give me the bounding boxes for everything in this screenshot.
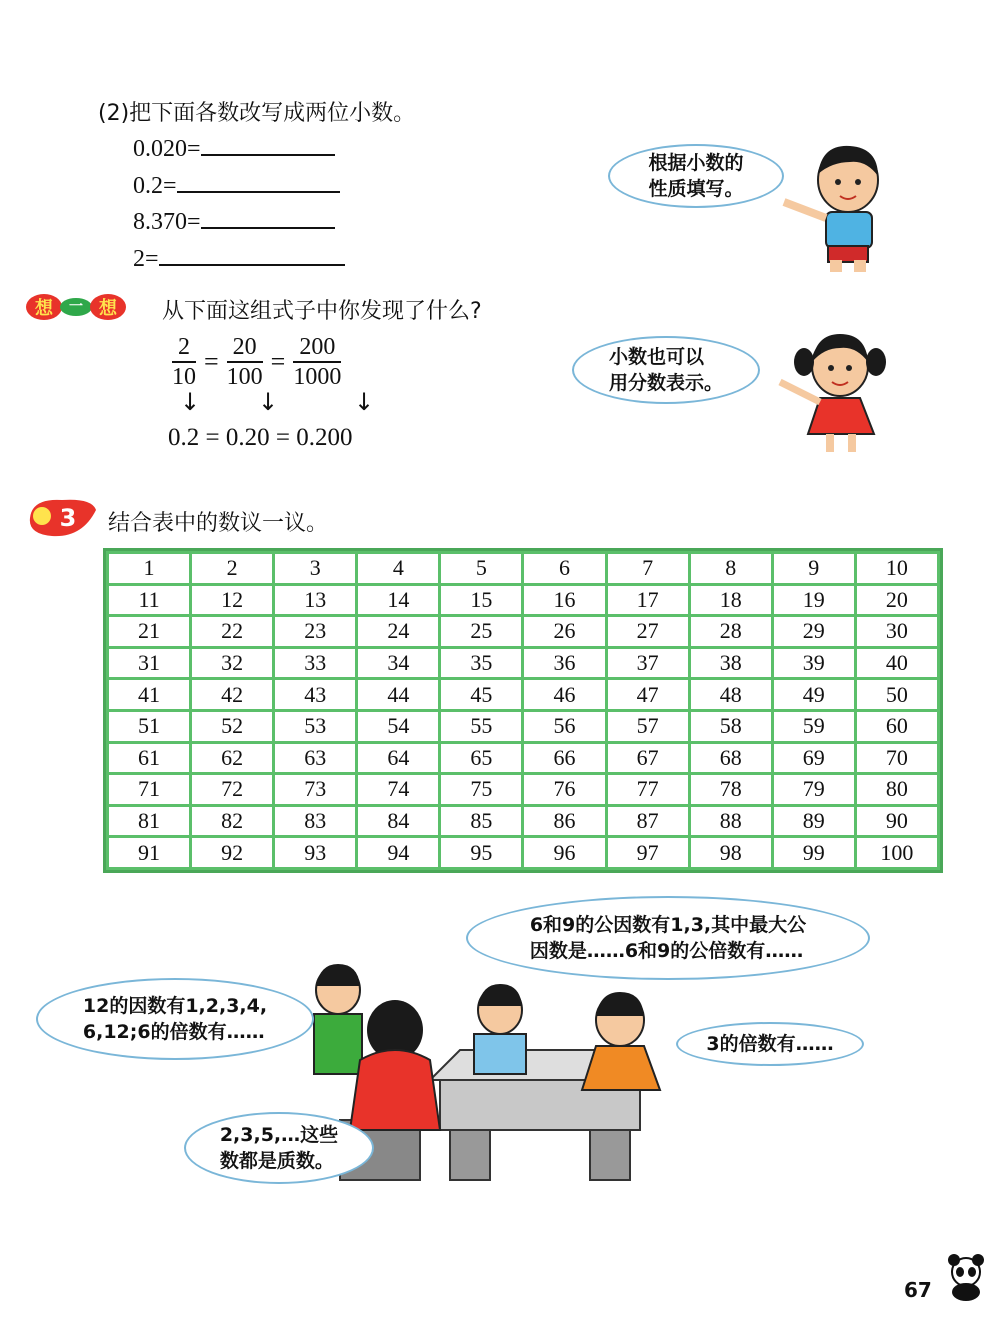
equals-sign: = <box>270 347 286 376</box>
table-row <box>109 838 937 867</box>
table-row <box>109 744 937 773</box>
exercise-prompt: (2)把下面各数改写成两位小数。 <box>98 101 416 126</box>
table-cell: 42 <box>192 680 272 709</box>
bubble-text: 用分数表示。 <box>608 372 723 394</box>
table-cell: 69 <box>774 744 854 773</box>
table-cell: 22 <box>192 617 272 646</box>
table-cell: 94 <box>358 838 438 867</box>
table-cell: 10 <box>857 554 937 583</box>
exercise-line-4 <box>133 242 345 273</box>
table-cell: 39 <box>774 649 854 678</box>
table-cell: 12 <box>192 586 272 615</box>
table-cell: 86 <box>524 807 604 836</box>
table-cell: 32 <box>192 649 272 678</box>
bubble-text: 6,12;6的倍数有…… <box>82 1021 265 1043</box>
table-cell: 16 <box>524 586 604 615</box>
bubble-text: 6和9的公因数有1,3,其中最大公 <box>529 914 807 936</box>
table-cell: 78 <box>691 775 771 804</box>
table-cell: 81 <box>109 807 189 836</box>
table-cell: 52 <box>192 712 272 741</box>
table-cell: 74 <box>358 775 438 804</box>
table-cell: 65 <box>441 744 521 773</box>
table-cell: 8 <box>691 554 771 583</box>
table-cell: 35 <box>441 649 521 678</box>
table-cell: 92 <box>192 838 272 867</box>
answer-blank[interactable] <box>177 169 340 193</box>
table-row <box>109 649 937 678</box>
table-cell: 59 <box>774 712 854 741</box>
table-cell: 100 <box>857 838 937 867</box>
table-cell: 85 <box>441 807 521 836</box>
table-cell: 41 <box>109 680 189 709</box>
exercise-item: 2= <box>133 246 159 272</box>
bubble-text: 因数是……6和9的公倍数有…… <box>529 940 804 962</box>
bubble-text: 根据小数的 <box>648 152 744 174</box>
bubble-text: 数都是质数。 <box>219 1150 334 1172</box>
table-cell: 37 <box>608 649 688 678</box>
table-cell: 14 <box>358 586 438 615</box>
section-title: 结合表中的数议一议。 <box>108 511 329 536</box>
boy-illustration <box>770 132 930 277</box>
table-cell: 60 <box>857 712 937 741</box>
equals-sign: = <box>204 347 219 376</box>
think-question: 从下面这组式子中你发现了什么? <box>162 299 482 324</box>
table-cell: 66 <box>524 744 604 773</box>
table-cell: 48 <box>691 680 771 709</box>
table-row <box>109 775 937 804</box>
table-cell: 87 <box>608 807 688 836</box>
table-cell: 83 <box>275 807 355 836</box>
table-cell: 1 <box>109 554 189 583</box>
decimal-equation: 0.2 = 0.20 = 0.200 <box>168 424 353 451</box>
table-cell: 76 <box>524 775 604 804</box>
table-cell: 82 <box>192 807 272 836</box>
table-row <box>109 586 937 615</box>
table-row <box>109 554 937 583</box>
hundred-table <box>103 548 943 873</box>
fraction: $\frac{20}{100}$ <box>226 334 263 390</box>
exercise-item: 0.2= <box>133 173 177 199</box>
table-cell: 44 <box>358 680 438 709</box>
exercise-line-2 <box>133 169 340 200</box>
bubble-text: 3的倍数有…… <box>706 1033 834 1055</box>
table-cell: 90 <box>857 807 937 836</box>
bubble-text: 小数也可以 <box>608 346 704 368</box>
table-cell: 4 <box>358 554 438 583</box>
table-row <box>109 680 937 709</box>
table-cell: 23 <box>275 617 355 646</box>
badge-char: 想 <box>35 298 53 319</box>
table-cell: 62 <box>192 744 272 773</box>
table-cell: 54 <box>358 712 438 741</box>
table-cell: 18 <box>691 586 771 615</box>
speech-bubble-multiples-of-3 <box>676 1022 864 1066</box>
table-cell: 99 <box>774 838 854 867</box>
table-cell: 58 <box>691 712 771 741</box>
table-cell: 64 <box>358 744 438 773</box>
fraction: $\frac{200}{1000}$ <box>293 334 342 390</box>
table-cell: 46 <box>524 680 604 709</box>
table-cell: 43 <box>275 680 355 709</box>
table-cell: 98 <box>691 838 771 867</box>
table-cell: 50 <box>857 680 937 709</box>
badge-char: 想 <box>99 298 117 319</box>
girl-illustration <box>770 322 900 462</box>
table-cell: 21 <box>109 617 189 646</box>
table-cell: 24 <box>358 617 438 646</box>
table-cell: 67 <box>608 744 688 773</box>
table-cell: 15 <box>441 586 521 615</box>
speech-bubble-girl <box>572 336 760 404</box>
table-cell: 97 <box>608 838 688 867</box>
exercise-item: 0.020= <box>133 136 201 162</box>
bubble-text: 2,3,5,…这些 <box>219 1124 339 1146</box>
table-cell: 89 <box>774 807 854 836</box>
table-cell: 3 <box>275 554 355 583</box>
table-cell: 47 <box>608 680 688 709</box>
table-cell: 95 <box>441 838 521 867</box>
table-cell: 93 <box>275 838 355 867</box>
table-cell: 33 <box>275 649 355 678</box>
table-cell: 91 <box>109 838 189 867</box>
table-cell: 45 <box>441 680 521 709</box>
arrow-icon: ↓ <box>258 388 279 416</box>
table-cell: 19 <box>774 586 854 615</box>
speech-bubble-primes <box>184 1112 374 1184</box>
table-cell: 40 <box>857 649 937 678</box>
table-cell: 38 <box>691 649 771 678</box>
table-cell: 79 <box>774 775 854 804</box>
fraction: $\frac{2}{10}$ <box>172 334 196 390</box>
section-number-badge <box>22 494 100 540</box>
table-cell: 11 <box>109 586 189 615</box>
table-cell: 28 <box>691 617 771 646</box>
exercise-line-3 <box>133 205 335 236</box>
badge-char: 一 <box>69 299 83 315</box>
table-cell: 36 <box>524 649 604 678</box>
speech-bubble-factors-of-12 <box>36 978 314 1060</box>
table-cell: 26 <box>524 617 604 646</box>
table-row <box>109 807 937 836</box>
table-cell: 27 <box>608 617 688 646</box>
table-cell: 80 <box>857 775 937 804</box>
fraction-equation <box>172 334 341 390</box>
table-cell: 55 <box>441 712 521 741</box>
table-cell: 56 <box>524 712 604 741</box>
table-cell: 77 <box>608 775 688 804</box>
table-cell: 75 <box>441 775 521 804</box>
table-cell: 25 <box>441 617 521 646</box>
table-cell: 30 <box>857 617 937 646</box>
bubble-text: 性质填写。 <box>648 178 744 200</box>
table-cell: 61 <box>109 744 189 773</box>
table-cell: 31 <box>109 649 189 678</box>
arrow-icon: ↓ <box>354 388 375 416</box>
table-cell: 20 <box>857 586 937 615</box>
speech-bubble-common-factors <box>466 896 870 980</box>
table-row <box>109 617 937 646</box>
table-cell: 72 <box>192 775 272 804</box>
table-cell: 13 <box>275 586 355 615</box>
table-cell: 5 <box>441 554 521 583</box>
table-cell: 53 <box>275 712 355 741</box>
table-cell: 57 <box>608 712 688 741</box>
table-cell: 84 <box>358 807 438 836</box>
table-cell: 9 <box>774 554 854 583</box>
think-badge <box>24 292 128 322</box>
table-cell: 63 <box>275 744 355 773</box>
bubble-text: 12的因数有1,2,3,4, <box>82 995 268 1017</box>
speech-bubble-boy <box>608 144 784 208</box>
table-cell: 7 <box>608 554 688 583</box>
table-cell: 51 <box>109 712 189 741</box>
answer-blank[interactable] <box>159 242 345 266</box>
table-cell: 96 <box>524 838 604 867</box>
arrow-icon: ↓ <box>180 388 201 416</box>
table-cell: 2 <box>192 554 272 583</box>
table-cell: 49 <box>774 680 854 709</box>
table-cell: 34 <box>358 649 438 678</box>
panda-icon <box>940 1250 992 1302</box>
table-cell: 73 <box>275 775 355 804</box>
exercise-line-1 <box>133 132 335 163</box>
table-cell: 29 <box>774 617 854 646</box>
table-cell: 70 <box>857 744 937 773</box>
table-cell: 88 <box>691 807 771 836</box>
exercise-item: 8.370= <box>133 209 201 235</box>
section-number: 3 <box>59 504 77 532</box>
answer-blank[interactable] <box>201 205 335 229</box>
table-cell: 6 <box>524 554 604 583</box>
table-cell: 71 <box>109 775 189 804</box>
table-row <box>109 712 937 741</box>
table-cell: 17 <box>608 586 688 615</box>
page-number: 67 <box>904 1278 932 1302</box>
table-cell: 68 <box>691 744 771 773</box>
answer-blank[interactable] <box>201 132 335 156</box>
